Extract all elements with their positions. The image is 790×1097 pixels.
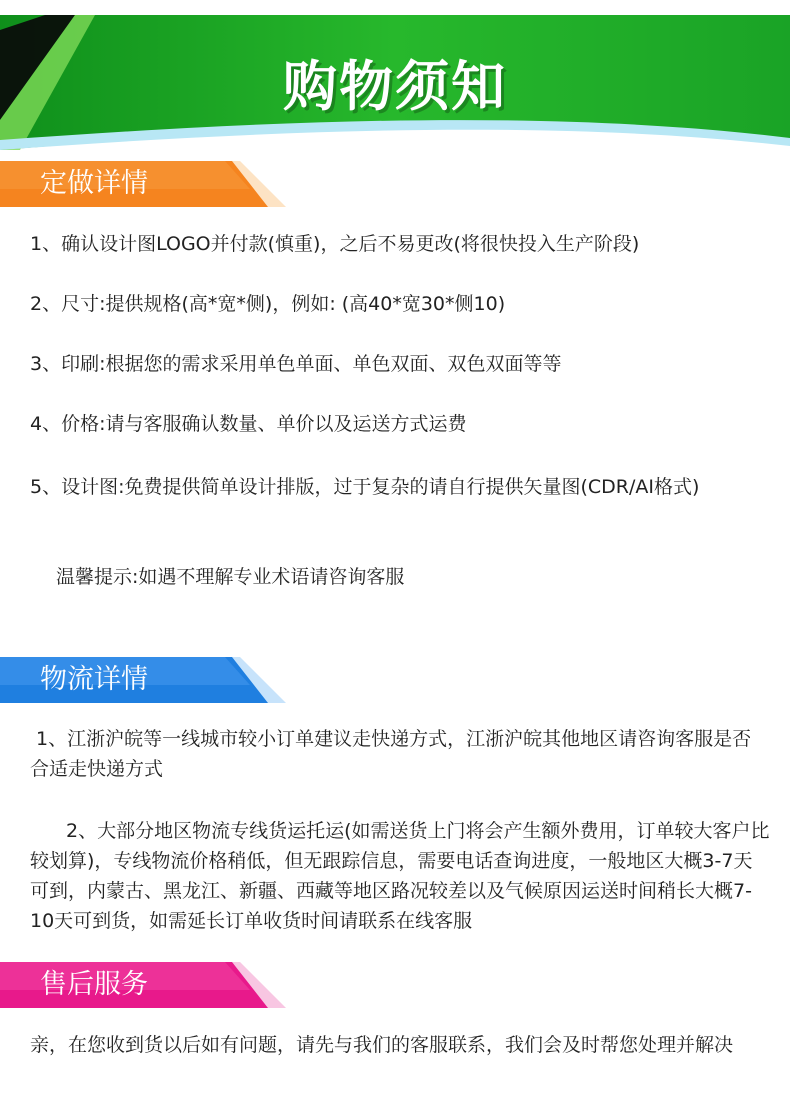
after-sales-paragraph: 亲，在您收到货以后如有问题，请先与我们的客服联系，我们会及时帮您处理并解决 (30, 1034, 734, 1056)
section-header-logistics (0, 657, 290, 703)
custom-item-3: 3、印刷:根据您的需求采用单色单面、单色双面、双色双面等等 (30, 353, 562, 375)
logistics-paragraph-2: 2、大部分地区物流专线货运托运(如需送货上门将会产生额外费用，订单较大客户比较划算)，专线物流价格稍低，但无跟踪信息，需要电话查询进度，一般地区大概3-7天可到，内蒙古、黑龙江、新疆、西藏等地区路况较差以及气候原因运送时间稍长大概7-10天可到货，如需延长订单收货时间请联系在线客服 (30, 820, 770, 932)
section-title-logistics: 物流详情 (40, 664, 148, 695)
header-banner (0, 0, 790, 150)
banner-title: 购物须知 (283, 55, 507, 118)
custom-tip: 温馨提示:如遇不理解专业术语请咨询客服 (56, 566, 405, 588)
custom-item-1: 1、确认设计图LOGO并付款(慎重)，之后不易更改(将很快投入生产阶段) (30, 233, 640, 255)
custom-item-4: 4、价格:请与客服确认数量、单价以及运送方式运费 (30, 413, 467, 435)
logistics-paragraph-1: 1、江浙沪皖等一线城市较小订单建议走快递方式，江浙沪皖其他地区请咨询客服是否合适走快递方式 (30, 728, 752, 780)
section-header-after-sales (0, 962, 290, 1008)
section-title-custom: 定做详情 (40, 168, 148, 199)
custom-item-5: 5、设计图:免费提供简单设计排版，过于复杂的请自行提供矢量图(CDR/AI格式) (30, 476, 700, 498)
section-header-custom (0, 161, 290, 207)
section-title-after-sales: 售后服务 (40, 969, 148, 1000)
custom-item-2: 2、尺寸:提供规格(高*宽*侧)，例如: (高40*宽30*侧10) (30, 293, 506, 315)
